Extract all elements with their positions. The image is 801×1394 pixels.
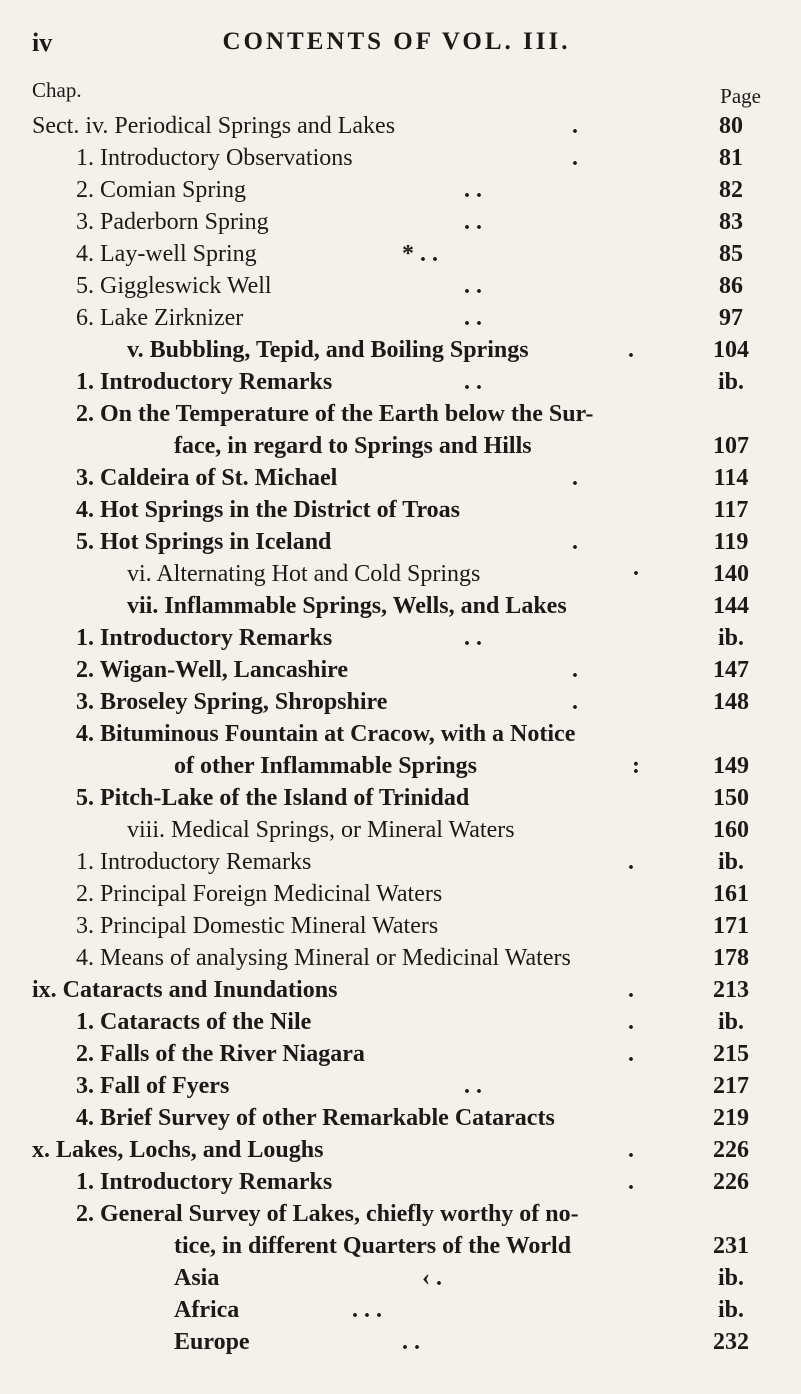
toc-entry-page: 215 xyxy=(713,1041,749,1067)
toc-entry-title: 2. On the Temperature of the Earth below the Sur- xyxy=(76,401,594,427)
toc-entry xyxy=(32,1166,761,1198)
toc-entry-page: 161 xyxy=(713,881,749,907)
toc-entry-page: 171 xyxy=(713,913,749,939)
toc-entry-page: ib. xyxy=(717,849,744,875)
toc-entry-title: 4. Lay-well Spring xyxy=(76,241,257,267)
toc-entry xyxy=(32,1006,761,1038)
toc-entry xyxy=(32,302,761,334)
toc-entry-page: 231 xyxy=(713,1233,749,1259)
leader-dots: . xyxy=(572,465,578,491)
toc-entry-page: 219 xyxy=(713,1105,749,1131)
toc-entry-page: 140 xyxy=(713,561,749,587)
leader-dots: . . xyxy=(464,625,482,651)
toc-entry xyxy=(32,1134,761,1166)
toc-entry-title: face, in regard to Springs and Hills xyxy=(174,433,532,459)
toc-entry-title: v. Bubbling, Tepid, and Boiling Springs xyxy=(127,337,529,363)
toc-entry xyxy=(32,878,761,910)
toc-entry xyxy=(32,718,761,750)
toc-entry-title: ix. Cataracts and Inundations xyxy=(32,977,338,1003)
toc-entry xyxy=(32,142,761,174)
leader-dots: . . xyxy=(464,305,482,331)
toc-entry-title: 1. Cataracts of the Nile xyxy=(76,1009,312,1035)
toc-entry-page: 104 xyxy=(713,337,749,363)
toc-entry-title: 2. Principal Foreign Medicinal Waters xyxy=(76,881,443,907)
toc-entry-title: 4. Bituminous Fountain at Cracow, with a Notice xyxy=(76,721,576,747)
toc-entry xyxy=(32,910,761,942)
page-number: iv xyxy=(32,28,53,57)
toc-entry xyxy=(32,1198,761,1230)
toc-entry xyxy=(32,206,761,238)
toc-entry-title: vi. Alternating Hot and Cold Springs xyxy=(127,561,481,587)
toc-entry-page: ib. xyxy=(717,1297,744,1323)
toc-entry-title: 3. Broseley Spring, Shropshire xyxy=(76,689,388,715)
leader-dots: . xyxy=(572,689,578,715)
toc-entry-title: 2. General Survey of Lakes, chiefly worthy of no- xyxy=(76,1201,579,1227)
toc-entry-title: x. Lakes, Lochs, and Loughs xyxy=(32,1137,324,1163)
toc-entry xyxy=(32,942,761,974)
toc-entry-page: 117 xyxy=(713,497,749,523)
leader-dots: . xyxy=(628,1041,634,1067)
toc-entry-title: 2. Wigan-Well, Lancashire xyxy=(76,657,349,683)
toc-entry xyxy=(32,494,761,526)
toc-entry-page: 213 xyxy=(713,977,749,1003)
toc-entry-title: 1. Introductory Remarks xyxy=(76,1169,333,1195)
leader-dots: . xyxy=(572,145,578,171)
toc-entry xyxy=(32,590,761,622)
toc-entry xyxy=(32,750,761,782)
toc-entry xyxy=(32,270,761,302)
toc-entry-page: 119 xyxy=(713,529,749,555)
toc-entry-page: ib. xyxy=(717,369,744,395)
running-title: CONTENTS OF VOL. III. xyxy=(222,28,571,55)
toc-entry xyxy=(32,846,761,878)
toc-entry-title: 1. Introductory Observations xyxy=(76,145,353,171)
toc-entry-page: 232 xyxy=(713,1329,749,1355)
leader-dots: . . xyxy=(464,369,482,395)
toc-entry-title: 5. Giggleswick Well xyxy=(76,273,272,299)
toc-entry xyxy=(32,110,761,142)
toc-entry-page: 97 xyxy=(719,305,743,331)
toc-entry xyxy=(32,1326,761,1358)
toc-entry xyxy=(32,974,761,1006)
leader-dots: . . xyxy=(464,177,482,203)
leader-dots: . xyxy=(628,1009,634,1035)
column-headings xyxy=(32,78,761,108)
leader-dots: . xyxy=(572,657,578,683)
toc-entry xyxy=(32,334,761,366)
toc-entry xyxy=(32,238,761,270)
toc-entry-title: 2. Comian Spring xyxy=(76,177,247,203)
page-column-label: Page xyxy=(720,84,761,108)
toc-entry-title: 3. Principal Domestic Mineral Waters xyxy=(76,913,439,939)
toc-entry-page: 217 xyxy=(713,1073,749,1099)
toc-entry-page: 83 xyxy=(719,209,743,235)
toc-entry-page: 226 xyxy=(713,1137,749,1163)
toc-entry-title: 4. Hot Springs in the District of Troas xyxy=(76,497,461,523)
leader-dots: . xyxy=(628,337,634,363)
toc-entry xyxy=(32,398,761,430)
toc-entry-page: 150 xyxy=(713,785,749,811)
toc-entry-page: 226 xyxy=(713,1169,749,1195)
toc-entry-title: 3. Paderborn Spring xyxy=(76,209,269,235)
toc-entry-page: ib. xyxy=(717,625,744,651)
toc-entry-title: 4. Means of analysing Mineral or Medicinal Waters xyxy=(76,945,571,971)
toc-entry-title: 6. Lake Zirknizer xyxy=(76,305,244,331)
leader-dots: . xyxy=(628,977,634,1003)
toc-entry xyxy=(32,174,761,206)
toc-entry xyxy=(32,1262,761,1294)
toc-entry-title: of other Inflammable Springs xyxy=(174,753,477,779)
toc-entry xyxy=(32,654,761,686)
toc-entry xyxy=(32,430,761,462)
toc-entry-page: 149 xyxy=(713,753,749,779)
toc-entry-title: 2. Falls of the River Niagara xyxy=(76,1041,365,1067)
toc-entry xyxy=(32,1230,761,1262)
toc-entry xyxy=(32,1102,761,1134)
toc-entry xyxy=(32,686,761,718)
leader-dots: . . xyxy=(464,209,482,235)
toc-entry xyxy=(32,558,761,590)
toc-entry-title: tice, in different Quarters of the World xyxy=(174,1233,572,1259)
toc-entry-page: 147 xyxy=(713,657,749,683)
toc-entry-page: 148 xyxy=(713,689,749,715)
leader-dots: . . . xyxy=(352,1297,382,1323)
toc-entry-title: Europe xyxy=(174,1329,250,1355)
page-header xyxy=(32,22,761,58)
table-of-contents xyxy=(32,110,761,1358)
toc-entry xyxy=(32,526,761,558)
toc-entry-title: vii. Inflammable Springs, Wells, and Lakes xyxy=(127,593,567,619)
toc-entry-title: Africa xyxy=(174,1297,240,1323)
toc-entry xyxy=(32,462,761,494)
toc-entry-title: 5. Hot Springs in Iceland xyxy=(76,529,332,555)
leader-dots: . xyxy=(628,1169,634,1195)
toc-entry-title: 1. Introductory Remarks xyxy=(76,369,333,395)
toc-entry-title: 4. Brief Survey of other Remarkable Cataracts xyxy=(76,1105,555,1131)
toc-entry-page: 107 xyxy=(713,433,749,459)
toc-entry-page: ib. xyxy=(717,1265,744,1291)
toc-entry-page: ib. xyxy=(717,1009,744,1035)
toc-entry xyxy=(32,366,761,398)
toc-entry-page: 85 xyxy=(719,241,743,267)
toc-entry-page: 160 xyxy=(713,817,749,843)
toc-entry xyxy=(32,1070,761,1102)
toc-entry xyxy=(32,1038,761,1070)
leader-dots: . xyxy=(628,849,634,875)
toc-entry-page: 80 xyxy=(719,113,743,139)
toc-entry xyxy=(32,814,761,846)
toc-entry-page: 81 xyxy=(719,145,743,171)
toc-entry xyxy=(32,1294,761,1326)
leader-dots: . xyxy=(572,113,578,139)
leader-dots: . . xyxy=(464,273,482,299)
leader-dots: * . . xyxy=(402,241,438,267)
leader-dots: ‹ . xyxy=(422,1265,442,1291)
toc-entry-title: 1. Introductory Remarks xyxy=(76,625,333,651)
toc-entry-page: 114 xyxy=(713,465,749,491)
leader-dots: . . xyxy=(464,1073,482,1099)
toc-entry-title: 3. Fall of Fyers xyxy=(76,1073,230,1099)
leader-dots: . xyxy=(628,1137,634,1163)
toc-entry-page: 144 xyxy=(713,593,749,619)
toc-entry xyxy=(32,782,761,814)
toc-entry-page: 178 xyxy=(713,945,749,971)
toc-entry-title: Sect. iv. Periodical Springs and Lakes xyxy=(32,113,396,139)
toc-entry-title: 3. Caldeira of St. Michael xyxy=(76,465,338,491)
toc-entry-page: 82 xyxy=(719,177,743,203)
toc-entry-title: 5. Pitch-Lake of the Island of Trinidad xyxy=(76,785,470,811)
leader-dots: · xyxy=(632,561,641,587)
toc-entry xyxy=(32,622,761,654)
chap-column-label: Chap. xyxy=(32,78,82,102)
toc-entry-title: viii. Medical Springs, or Mineral Waters xyxy=(127,817,515,843)
toc-entry-page: 86 xyxy=(719,273,743,299)
toc-entry-title: 1. Introductory Remarks xyxy=(76,849,312,875)
leader-dots: . xyxy=(572,529,578,555)
leader-dots: : xyxy=(632,753,640,779)
leader-dots: . . xyxy=(402,1329,420,1355)
toc-entry-title: Asia xyxy=(174,1265,220,1291)
